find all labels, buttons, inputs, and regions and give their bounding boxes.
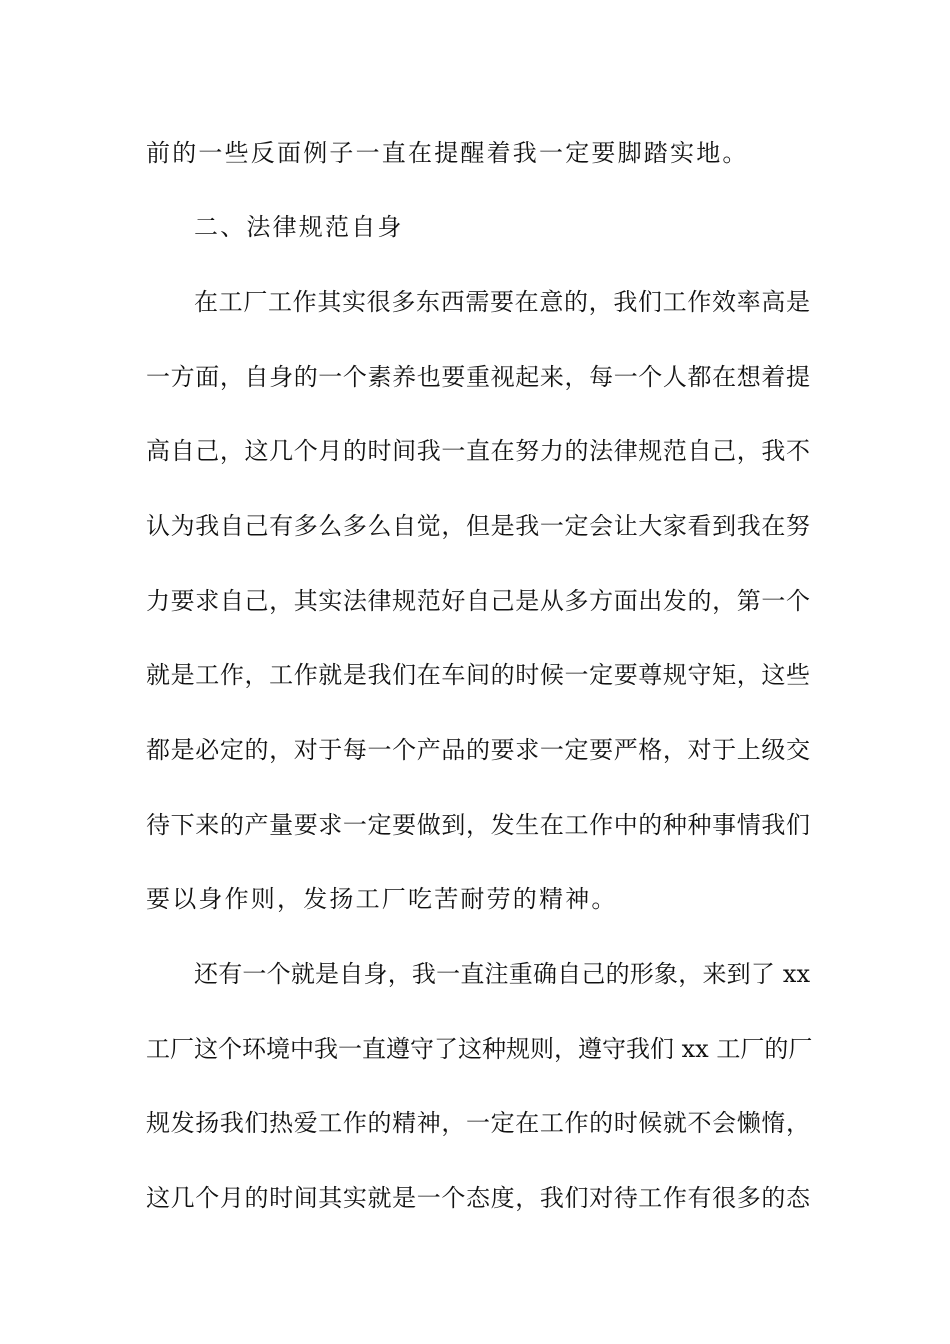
text-line: 在工厂工作其实很多东西需要在意的，我们工作效率高是 bbox=[194, 288, 810, 316]
text-line: 力要求自己，其实法律规范好自己是从多方面出发的，第一个 bbox=[146, 587, 810, 615]
text-line: 规发扬我们热爱工作的精神，一定在工作的时候就不会懒惰， bbox=[146, 1109, 810, 1137]
text-line: 前的一些反面例子一直在提醒着我一定要脚踏实地。 bbox=[146, 139, 749, 167]
text-line: 认为我自己有多么多么自觉，但是我一定会让大家看到我在努 bbox=[146, 512, 810, 540]
text-line: 工厂这个环境中我一直遵守了这种规则，遵守我们 xx 工厂的厂 bbox=[146, 1035, 813, 1063]
text-line: 就是工作，工作就是我们在车间的时候一定要尊规守矩，这些 bbox=[146, 661, 810, 689]
text-line: 还有一个就是自身，我一直注重确自己的形象，来到了 xx bbox=[194, 960, 810, 988]
text-line: 一方面，自身的一个素养也要重视起来，每一个人都在想着提 bbox=[146, 363, 810, 391]
text-line: 这几个月的时间其实就是一个态度，我们对待工作有很多的态 bbox=[146, 1184, 810, 1212]
text-line: 待下来的产量要求一定要做到，发生在工作中的种种事情我们 bbox=[146, 811, 810, 839]
section-heading: 二、法律规范自身 bbox=[194, 213, 404, 241]
text-line: 要以身作则，发扬工厂吃苦耐劳的精神。 bbox=[146, 885, 618, 913]
text-line: 高自己，这几个月的时间我一直在努力的法律规范自己，我不 bbox=[146, 437, 810, 465]
text-line: 都是必定的，对于每一个产品的要求一定要严格，对于上级交 bbox=[146, 736, 810, 764]
